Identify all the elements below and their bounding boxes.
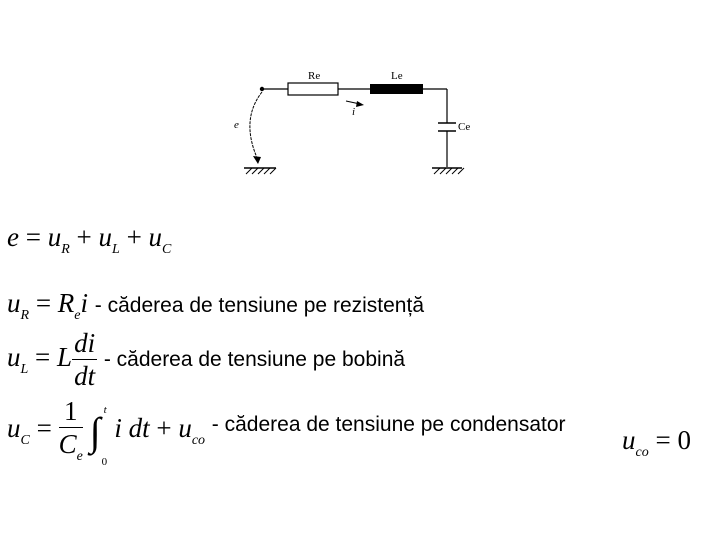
resistor-description: - căderea de tensiune pe rezistență bbox=[94, 294, 424, 317]
inductor-equation: $u_L = L$ $\frac{di}{dt}$ - căderea de tensiune pe bobină bbox=[7, 328, 406, 391]
capacitor-equation: $u_C$ = $\frac{1}{C_e}$ ∫ t 0 i dt + $u_{co}$ $^{- căderea de tensiune pe condensator}$ bbox=[7, 396, 566, 468]
kvl-equation: $e = u_R + u_L + u_C$ bbox=[7, 222, 172, 257]
integral-upper-limit: t bbox=[103, 403, 107, 416]
current-label: i bbox=[352, 106, 356, 118]
source-terminal-dot bbox=[260, 87, 264, 91]
integral-lower-limit: 0 bbox=[101, 455, 108, 468]
resistor bbox=[288, 83, 338, 95]
circuit-diagram bbox=[0, 0, 720, 200]
inductor-description: - căderea de tensiune pe bobină bbox=[103, 348, 406, 372]
integral-sign-icon: ∫ t 0 bbox=[89, 403, 108, 468]
capacitor-description: - căderea de tensiune pe condensator bbox=[211, 413, 566, 437]
initial-condition-equation: $u_{co} = 0$ bbox=[622, 425, 691, 460]
ground-right-icon bbox=[432, 168, 464, 174]
resistor-label: Re bbox=[308, 70, 321, 82]
inductor bbox=[370, 84, 423, 94]
capacitor-label: Ce bbox=[458, 121, 471, 133]
inductor-label: Le bbox=[391, 70, 403, 82]
capacitor-fraction: $\frac{1}{C_e}$ bbox=[58, 396, 83, 464]
source-label: e bbox=[234, 119, 239, 131]
resistor-equation: $u_R = R_ei$ - căderea de tensiune pe rezistență bbox=[7, 288, 424, 323]
source-arrow-icon bbox=[250, 92, 262, 160]
ground-left-icon bbox=[244, 168, 276, 174]
derivative-fraction: $\frac{di}{dt}$ bbox=[74, 328, 96, 391]
